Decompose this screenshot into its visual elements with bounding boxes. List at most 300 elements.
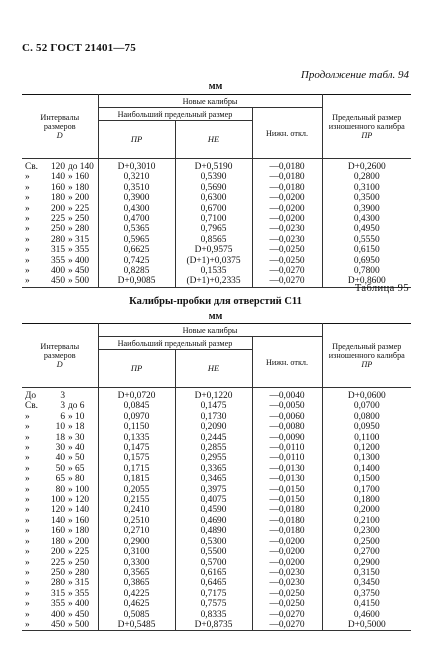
- pr-cell: 0,2710: [98, 526, 175, 536]
- range-prefix: До: [25, 391, 37, 401]
- pr-cell: 0,1575: [98, 453, 175, 463]
- lower-dev-cell: —0,0200: [252, 204, 322, 214]
- lower-dev-cell: —0,0180: [252, 183, 322, 193]
- range-cell: [22, 474, 98, 484]
- table94-unit: мм: [208, 81, 223, 92]
- worn-limit-cell: 0,3750: [322, 589, 411, 599]
- range-to: до 140: [68, 162, 94, 172]
- worn-limit-cell: 0,3450: [322, 578, 411, 588]
- ne-cell: 0,5390: [175, 172, 252, 182]
- lower-dev-cell: —0,0040: [252, 388, 322, 402]
- lower-dev-cell: —0,0250: [252, 245, 322, 255]
- lower-dev-cell: —0,0200: [252, 214, 322, 224]
- table-row: [22, 547, 411, 557]
- lower-dev-cell: —0,0230: [252, 224, 322, 234]
- range-cell: [22, 433, 98, 443]
- range-prefix: »: [25, 495, 30, 506]
- range-from: 400: [50, 266, 65, 277]
- lower-dev-cell: —0,0180: [252, 516, 322, 526]
- ne-cell: 0,5700: [175, 558, 252, 568]
- range-from: 40: [55, 453, 65, 464]
- pr-cell: 0,3210: [98, 172, 175, 182]
- range-from: 120: [50, 162, 65, 172]
- table-row: [22, 578, 411, 588]
- header-lower-dev: Нижн. откл.: [252, 337, 322, 388]
- ne-cell: 0,1475: [175, 401, 252, 411]
- pr-cell: 0,4625: [98, 599, 175, 609]
- header-intervals: Интервалы размеров D: [22, 95, 98, 159]
- ne-cell: 0,3975: [175, 485, 252, 495]
- range-to: » 400: [68, 599, 90, 610]
- range-cell: [22, 526, 98, 536]
- ne-cell: 0,4590: [175, 505, 252, 515]
- ne-cell: 0,6700: [175, 204, 252, 214]
- pr-cell: 0,2900: [98, 537, 175, 547]
- header-lower-dev: Нижн. откл.: [252, 108, 322, 159]
- range-cell: [22, 620, 98, 631]
- range-from: 315: [50, 245, 65, 256]
- worn-limit-cell: 0,2300: [322, 526, 411, 536]
- pr-cell: 0,3565: [98, 568, 175, 578]
- worn-limit-cell: 0,7800: [322, 266, 411, 276]
- range-prefix: »: [25, 484, 30, 495]
- range-to: » 450: [68, 609, 90, 620]
- range-cell: [22, 172, 98, 182]
- ne-cell: D+0,1220: [175, 388, 252, 402]
- ne-cell: 0,8565: [175, 235, 252, 245]
- header-pr: ПР: [98, 121, 175, 159]
- range-to: » 250: [68, 214, 90, 225]
- table-row: [22, 516, 411, 526]
- ne-cell: D+0,5190: [175, 159, 252, 173]
- range-prefix: »: [25, 203, 30, 214]
- range-to: » 500: [68, 619, 90, 630]
- range-prefix: »: [25, 567, 30, 578]
- pr-cell: 0,3100: [98, 547, 175, 557]
- range-from: 80: [55, 484, 65, 495]
- table-95: [22, 323, 411, 631]
- worn-limit-cell: 0,4600: [322, 610, 411, 620]
- ne-cell: 0,8335: [175, 610, 252, 620]
- pr-cell: 0,0845: [98, 401, 175, 411]
- table-row: [22, 159, 411, 173]
- lower-dev-cell: —0,0270: [252, 266, 322, 276]
- range-to: » 315: [68, 234, 90, 245]
- ne-cell: 0,5500: [175, 547, 252, 557]
- range-from: 10: [55, 422, 65, 433]
- worn-limit-cell: 0,1200: [322, 443, 411, 453]
- range-from: 160: [50, 526, 65, 537]
- pr-cell: 0,3865: [98, 578, 175, 588]
- pr-cell: 0,8285: [98, 266, 175, 276]
- table-94: [22, 94, 411, 288]
- table-row: [22, 485, 411, 495]
- range-from: 250: [50, 567, 65, 578]
- range-cell: [22, 401, 98, 411]
- table-row: [22, 235, 411, 245]
- header-largest-size: Наибольший предельный размер: [98, 337, 252, 350]
- range-prefix: »: [25, 234, 30, 245]
- pr-cell: 0,6625: [98, 245, 175, 255]
- range-to: » 180: [68, 526, 90, 537]
- range-prefix: Св.: [25, 401, 39, 412]
- ne-cell: 0,6465: [175, 578, 252, 588]
- range-to: » 315: [68, 578, 90, 589]
- table-row: [22, 474, 411, 484]
- range-cell: [22, 599, 98, 609]
- table-row: [22, 422, 411, 432]
- range-cell: [22, 214, 98, 224]
- range-cell: [22, 453, 98, 463]
- range-prefix: »: [25, 536, 30, 547]
- range-from: 50: [55, 463, 65, 474]
- pr-cell: 0,4700: [98, 214, 175, 224]
- table-row: [22, 495, 411, 505]
- table94-body: [22, 159, 411, 288]
- range-cell: [22, 578, 98, 588]
- table95-body: [22, 388, 411, 631]
- range-to: » 200: [68, 536, 90, 547]
- range-prefix: »: [25, 193, 30, 204]
- page-header: С. 52 ГОСТ 21401—75: [22, 42, 136, 54]
- range-cell: [22, 443, 98, 453]
- worn-limit-cell: 0,6150: [322, 245, 411, 255]
- table-row: [22, 266, 411, 276]
- worn-limit-cell: 0,2900: [322, 558, 411, 568]
- range-from: 140: [50, 172, 65, 183]
- range-to: » 80: [68, 474, 85, 485]
- range-cell: [22, 159, 98, 173]
- ne-cell: 0,3465: [175, 474, 252, 484]
- range-to: » 18: [68, 422, 85, 433]
- range-prefix: »: [25, 557, 30, 568]
- ne-cell: 0,2955: [175, 453, 252, 463]
- range-from: 3: [60, 401, 65, 412]
- lower-dev-cell: —0,0090: [252, 433, 322, 443]
- range-cell: [22, 464, 98, 474]
- range-prefix: »: [25, 172, 30, 183]
- range-from: 3: [60, 391, 65, 401]
- lower-dev-cell: —0,0110: [252, 443, 322, 453]
- range-cell: [22, 547, 98, 557]
- worn-limit-cell: 0,1100: [322, 433, 411, 443]
- ne-cell: D+0,8735: [175, 620, 252, 631]
- lower-dev-cell: —0,0130: [252, 474, 322, 484]
- range-cell: [22, 610, 98, 620]
- pr-cell: D+0,0720: [98, 388, 175, 402]
- lower-dev-cell: —0,0230: [252, 578, 322, 588]
- range-prefix: »: [25, 411, 30, 422]
- continuation-label: Продолжение табл. 94: [300, 69, 409, 81]
- header-pr: ПР: [98, 350, 175, 388]
- worn-limit-cell: 0,6950: [322, 256, 411, 266]
- range-to: » 30: [68, 432, 85, 443]
- range-cell: [22, 505, 98, 515]
- range-from: 18: [55, 432, 65, 443]
- table-row: [22, 505, 411, 515]
- table-row: [22, 453, 411, 463]
- lower-dev-cell: —0,0180: [252, 526, 322, 536]
- ne-cell: 0,7175: [175, 589, 252, 599]
- header-worn-limit: Предельный размер изношенного калибра ПР: [322, 95, 411, 159]
- range-from: 225: [50, 214, 65, 225]
- ne-cell: 0,1535: [175, 266, 252, 276]
- pr-cell: 0,3510: [98, 183, 175, 193]
- table-row: [22, 183, 411, 193]
- range-from: 400: [50, 609, 65, 620]
- range-cell: [22, 256, 98, 266]
- range-prefix: »: [25, 526, 30, 537]
- lower-dev-cell: —0,0150: [252, 485, 322, 495]
- range-from: 30: [55, 443, 65, 454]
- header-worn-limit: Предельный размер изношенного калибра ПР: [322, 324, 411, 388]
- pr-cell: 0,4300: [98, 204, 175, 214]
- lower-dev-cell: —0,0270: [252, 276, 322, 287]
- header-ne: НЕ: [175, 121, 252, 159]
- range-prefix: »: [25, 599, 30, 610]
- range-from: 6: [60, 411, 65, 422]
- range-to: » 50: [68, 453, 85, 464]
- worn-limit-cell: 0,0800: [322, 412, 411, 422]
- table-row: [22, 610, 411, 620]
- table95-title: Калибры-пробки для отверстий С11: [129, 296, 302, 307]
- range-prefix: »: [25, 224, 30, 235]
- range-cell: [22, 537, 98, 547]
- range-from: 120: [50, 505, 65, 516]
- range-to: » 65: [68, 463, 85, 474]
- worn-limit-cell: 0,4150: [322, 599, 411, 609]
- lower-dev-cell: —0,0270: [252, 620, 322, 631]
- range-to: » 180: [68, 182, 90, 193]
- pr-cell: D+0,9085: [98, 276, 175, 287]
- range-prefix: »: [25, 266, 30, 277]
- pr-cell: 0,0970: [98, 412, 175, 422]
- worn-limit-cell: 0,3150: [322, 568, 411, 578]
- range-prefix: »: [25, 505, 30, 516]
- lower-dev-cell: —0,0200: [252, 193, 322, 203]
- range-from: 200: [50, 547, 65, 558]
- worn-limit-cell: 0,2800: [322, 172, 411, 182]
- pr-cell: 0,4225: [98, 589, 175, 599]
- worn-limit-cell: D+0,2600: [322, 159, 411, 173]
- pr-cell: 0,1715: [98, 464, 175, 474]
- range-from: 100: [50, 495, 65, 506]
- range-prefix: »: [25, 619, 30, 630]
- range-to: » 500: [68, 276, 90, 287]
- table-row: [22, 568, 411, 578]
- range-cell: [22, 266, 98, 276]
- lower-dev-cell: —0,0180: [252, 159, 322, 173]
- range-cell: [22, 235, 98, 245]
- table-row: [22, 433, 411, 443]
- table-row: [22, 276, 411, 287]
- worn-limit-cell: 0,1700: [322, 485, 411, 495]
- worn-limit-cell: 0,4950: [322, 224, 411, 234]
- range-to: » 400: [68, 255, 90, 266]
- ne-cell: 0,4075: [175, 495, 252, 505]
- range-from: 65: [55, 474, 65, 485]
- range-from: 355: [50, 599, 65, 610]
- worn-limit-cell: D+0,5000: [322, 620, 411, 631]
- range-cell: [22, 204, 98, 214]
- range-prefix: »: [25, 182, 30, 193]
- worn-limit-cell: 0,2500: [322, 537, 411, 547]
- range-to: » 280: [68, 224, 90, 235]
- range-cell: [22, 193, 98, 203]
- worn-limit-cell: 0,3100: [322, 183, 411, 193]
- pr-cell: 0,2055: [98, 485, 175, 495]
- lower-dev-cell: —0,0200: [252, 558, 322, 568]
- table95-unit: мм: [208, 311, 223, 322]
- ne-cell: (D+1)+0,2335: [175, 276, 252, 287]
- range-to: » 200: [68, 193, 90, 204]
- table-row: [22, 464, 411, 474]
- range-cell: [22, 568, 98, 578]
- pr-cell: 0,1335: [98, 433, 175, 443]
- pr-cell: D+0,5485: [98, 620, 175, 631]
- table95-caption: Таблица 95: [354, 283, 409, 294]
- range-cell: [22, 388, 98, 402]
- range-cell: [22, 422, 98, 432]
- range-prefix: »: [25, 432, 30, 443]
- ne-cell: 0,3365: [175, 464, 252, 474]
- worn-limit-cell: 0,1500: [322, 474, 411, 484]
- ne-cell: 0,2445: [175, 433, 252, 443]
- ne-cell: 0,6300: [175, 193, 252, 203]
- ne-cell: 0,5300: [175, 537, 252, 547]
- worn-limit-cell: 0,4300: [322, 214, 411, 224]
- ne-cell: 0,7575: [175, 599, 252, 609]
- table-row: [22, 599, 411, 609]
- lower-dev-cell: —0,0110: [252, 453, 322, 463]
- table-row: [22, 214, 411, 224]
- lower-dev-cell: —0,0180: [252, 172, 322, 182]
- worn-limit-cell: 0,1400: [322, 464, 411, 474]
- worn-limit-cell: 0,1800: [322, 495, 411, 505]
- range-prefix: »: [25, 214, 30, 225]
- range-to: » 355: [68, 245, 90, 256]
- worn-limit-cell: 0,2000: [322, 505, 411, 515]
- ne-cell: 0,2090: [175, 422, 252, 432]
- range-cell: [22, 589, 98, 599]
- lower-dev-cell: —0,0230: [252, 568, 322, 578]
- range-from: 355: [50, 255, 65, 266]
- range-cell: [22, 485, 98, 495]
- pr-cell: 0,1475: [98, 443, 175, 453]
- ne-cell: (D+1)+0,0375: [175, 256, 252, 266]
- table-row: [22, 558, 411, 568]
- lower-dev-cell: —0,0080: [252, 422, 322, 432]
- header-new-gauges: Новые калибры: [98, 95, 322, 108]
- range-to: » 40: [68, 443, 85, 454]
- range-cell: [22, 224, 98, 234]
- lower-dev-cell: —0,0270: [252, 610, 322, 620]
- ne-cell: 0,6165: [175, 568, 252, 578]
- range-cell: [22, 183, 98, 193]
- range-to: » 280: [68, 567, 90, 578]
- range-to: » 100: [68, 484, 90, 495]
- lower-dev-cell: —0,0050: [252, 401, 322, 411]
- range-cell: [22, 495, 98, 505]
- range-cell: [22, 516, 98, 526]
- range-prefix: »: [25, 463, 30, 474]
- range-prefix: »: [25, 474, 30, 485]
- table-row: [22, 193, 411, 203]
- pr-cell: 0,2410: [98, 505, 175, 515]
- range-from: 200: [50, 203, 65, 214]
- worn-limit-cell: D+0,8600: [322, 276, 411, 287]
- range-prefix: »: [25, 588, 30, 599]
- header-intervals: Интервалы размеров D: [22, 324, 98, 388]
- worn-limit-cell: 0,2100: [322, 516, 411, 526]
- range-from: 315: [50, 588, 65, 599]
- table-row: [22, 388, 411, 402]
- ne-cell: 0,2855: [175, 443, 252, 453]
- range-from: 180: [50, 536, 65, 547]
- range-prefix: »: [25, 547, 30, 558]
- lower-dev-cell: —0,0250: [252, 256, 322, 266]
- range-to: до 6: [68, 401, 85, 412]
- range-to: » 225: [68, 203, 90, 214]
- range-prefix: »: [25, 276, 30, 287]
- range-to: » 355: [68, 588, 90, 599]
- table-row: [22, 412, 411, 422]
- header-new-gauges: Новые калибры: [98, 324, 322, 337]
- pr-cell: 0,7425: [98, 256, 175, 266]
- table-row: [22, 589, 411, 599]
- range-prefix: »: [25, 609, 30, 620]
- range-prefix: »: [25, 443, 30, 454]
- range-prefix: »: [25, 515, 30, 526]
- table-row: [22, 401, 411, 411]
- range-to: » 225: [68, 547, 90, 558]
- header-ne: НЕ: [175, 350, 252, 388]
- ne-cell: 0,7965: [175, 224, 252, 234]
- range-from: 250: [50, 224, 65, 235]
- range-from: 450: [50, 619, 65, 630]
- lower-dev-cell: —0,0200: [252, 547, 322, 557]
- worn-limit-cell: 0,0950: [322, 422, 411, 432]
- pr-cell: 0,2155: [98, 495, 175, 505]
- range-to: » 160: [68, 515, 90, 526]
- range-from: 280: [50, 578, 65, 589]
- range-prefix: »: [25, 255, 30, 266]
- pr-cell: 0,5965: [98, 235, 175, 245]
- table-row: [22, 620, 411, 631]
- range-from: 225: [50, 557, 65, 568]
- range-to: » 120: [68, 495, 90, 506]
- worn-limit-cell: 0,3900: [322, 204, 411, 214]
- ne-cell: D+0,9575: [175, 245, 252, 255]
- pr-cell: 0,3900: [98, 193, 175, 203]
- table-row: [22, 537, 411, 547]
- range-to: » 140: [68, 505, 90, 516]
- pr-cell: 0,2510: [98, 516, 175, 526]
- range-from: 450: [50, 276, 65, 287]
- worn-limit-cell: D+0,0600: [322, 388, 411, 402]
- pr-cell: D+0,3010: [98, 159, 175, 173]
- range-from: 160: [50, 182, 65, 193]
- ne-cell: 0,4890: [175, 526, 252, 536]
- range-prefix: »: [25, 245, 30, 256]
- header-largest-size: Наибольший предельный размер: [98, 108, 252, 121]
- range-cell: [22, 558, 98, 568]
- lower-dev-cell: —0,0180: [252, 505, 322, 515]
- range-from: 280: [50, 234, 65, 245]
- range-from: 180: [50, 193, 65, 204]
- worn-limit-cell: 0,2700: [322, 547, 411, 557]
- lower-dev-cell: —0,0200: [252, 537, 322, 547]
